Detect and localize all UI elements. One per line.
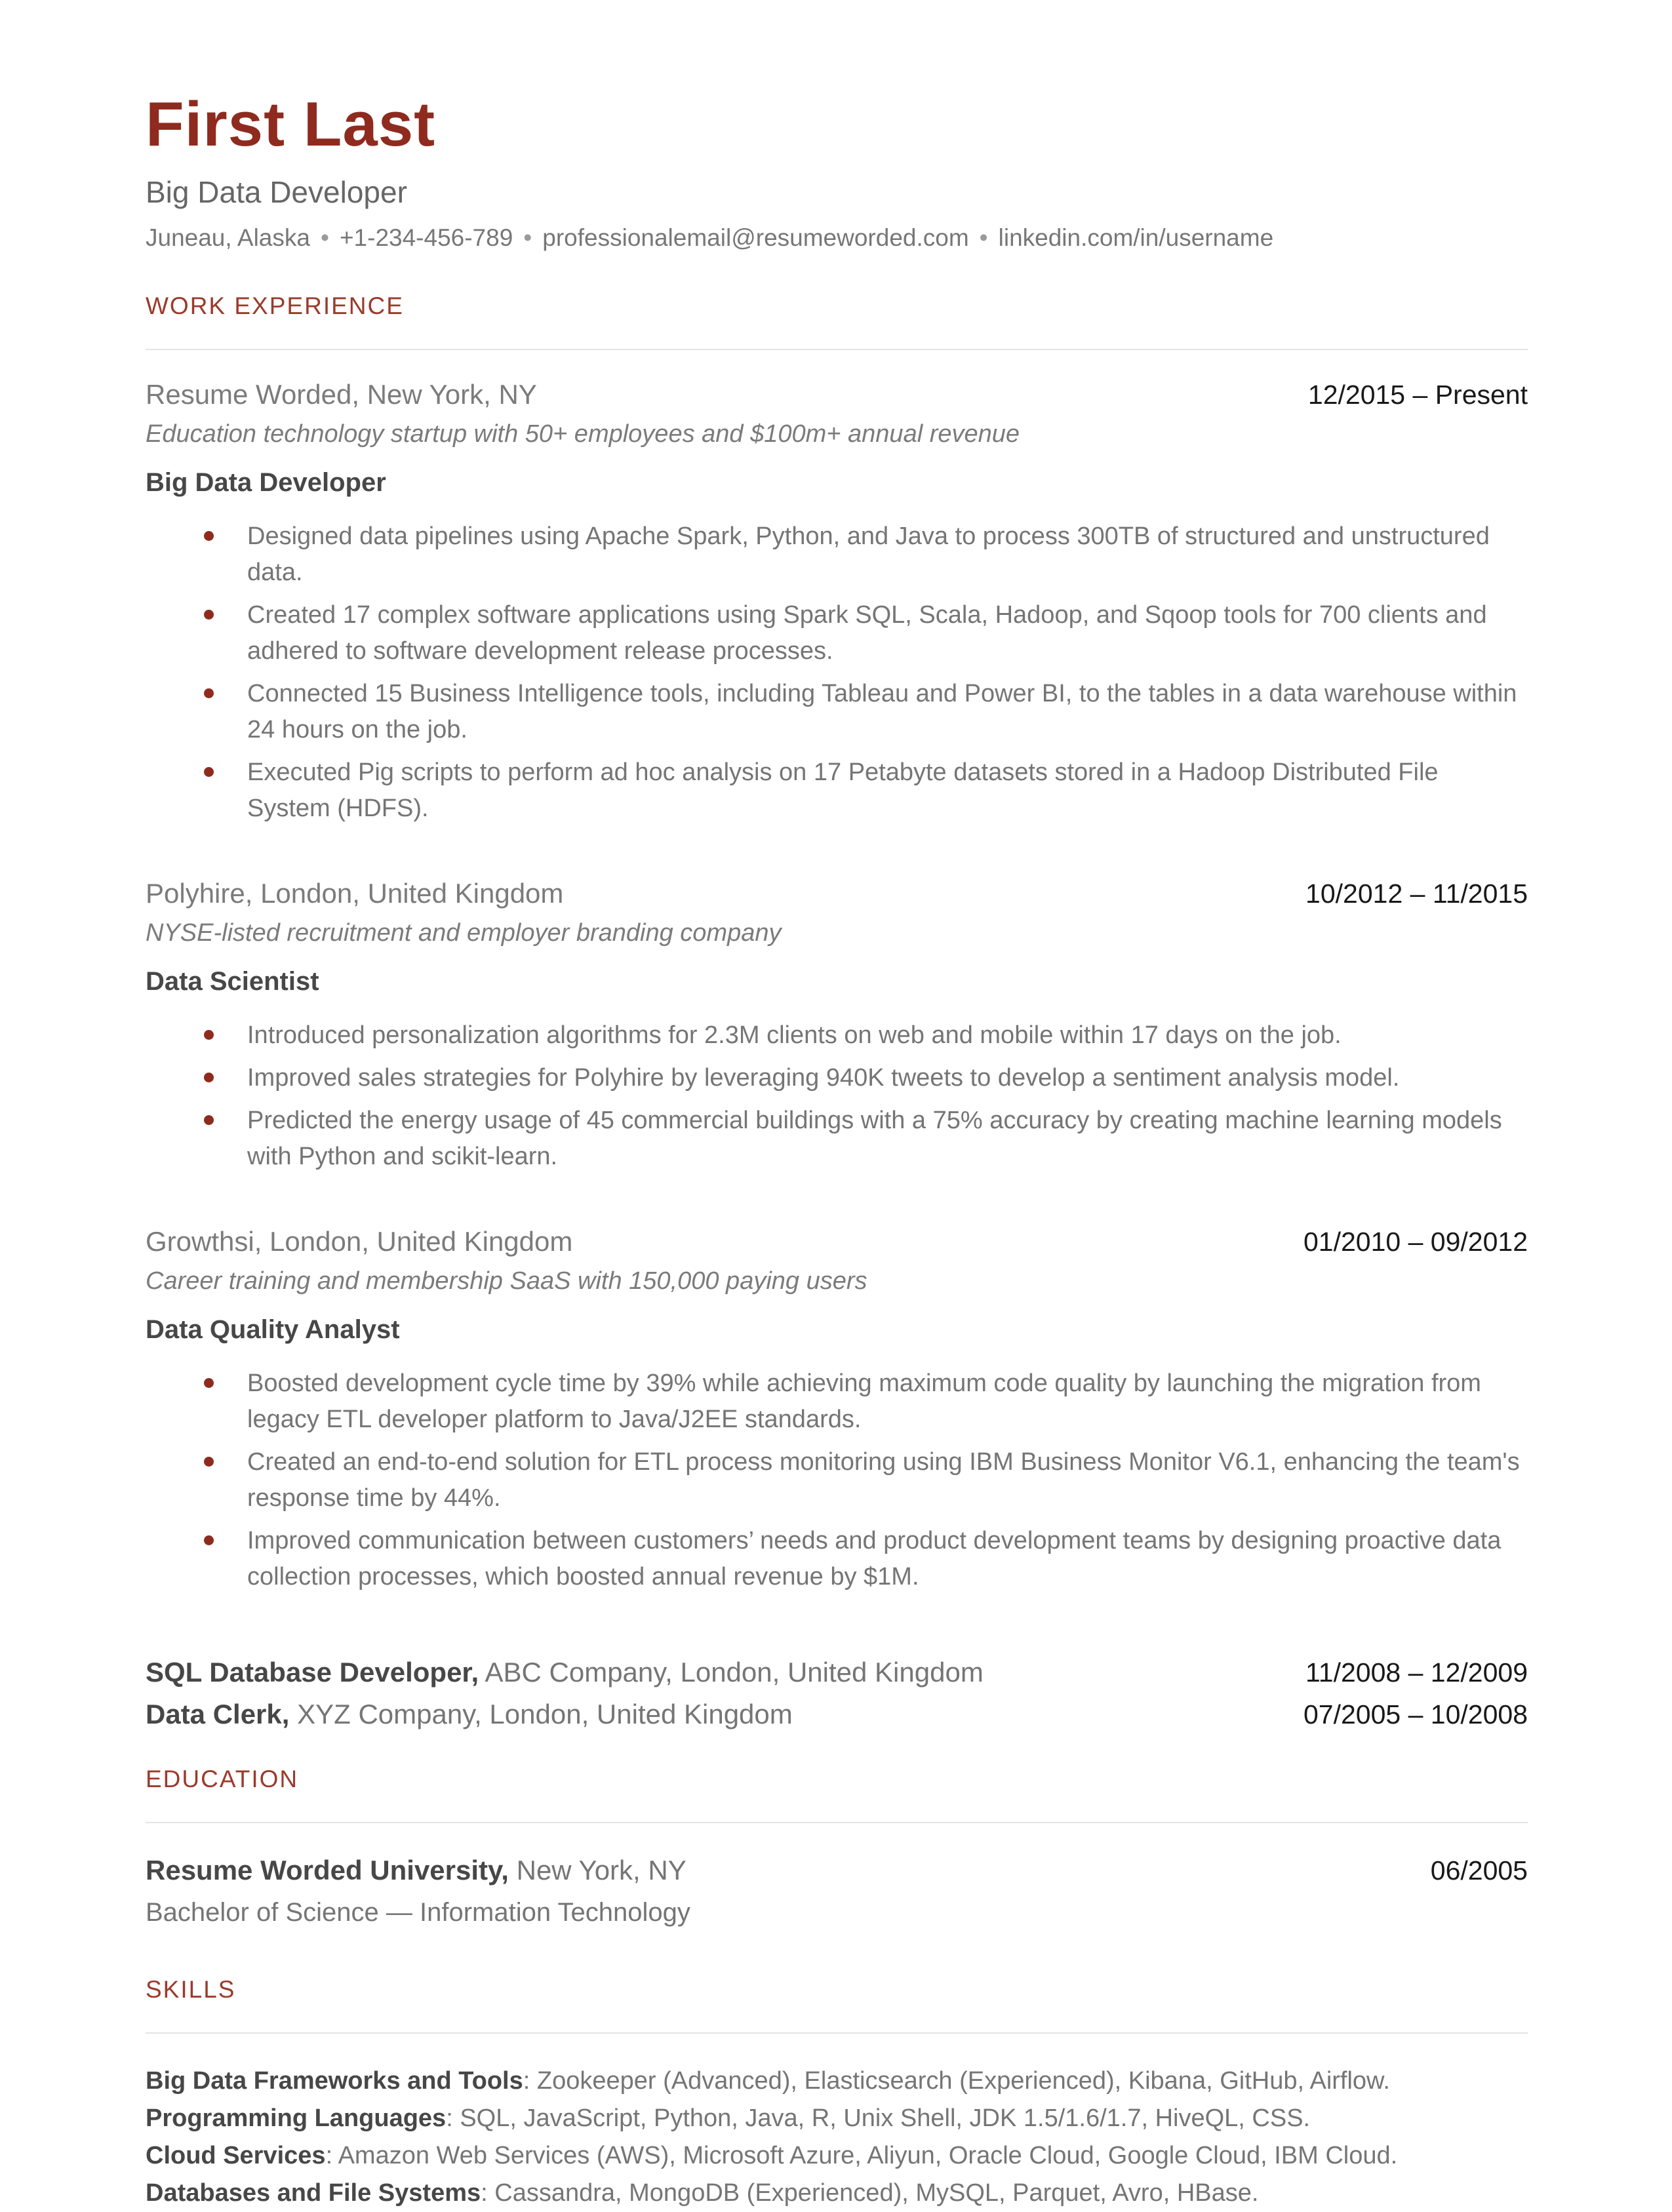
skills-label: Cloud Services [146, 2141, 326, 2169]
contact-separator: • [320, 224, 329, 251]
job-company-row [146, 379, 1528, 410]
job-title: Big Data Developer [146, 467, 386, 497]
other-role-company: XYZ Company, London, United Kingdom [297, 1698, 793, 1729]
bullet-item: Boosted development cycle time by 39% while achieving maximum code quality by launching the migration from legacy ETL developer platform to Java/J2EE standards. [247, 1366, 1528, 1438]
other-role-left [146, 1693, 793, 1735]
education-school-name: Resume Worded University, [146, 1854, 509, 1886]
skills-text: : Zookeeper (Advanced), Elasticsearch (Experienced), Kibana, GitHub, Airflow. [523, 2066, 1390, 2095]
bullet-item: Created 17 complex software applications using Spark SQL, Scala, Hadoop, and Sqoop tools for 700 clients and adhered to software development release processes. [247, 597, 1528, 669]
skills-line [146, 2100, 1528, 2137]
skills-label: Big Data Frameworks and Tools [146, 2066, 523, 2095]
contact-phone: +1-234-456-789 [339, 224, 513, 251]
contact-line [146, 224, 1528, 252]
job-block [146, 878, 1528, 1175]
job-company-row [146, 1226, 1528, 1257]
skills-text: : Amazon Web Services (AWS), Microsoft Azure, Aliyun, Oracle Cloud, Google Cloud, IBM Cloud. [325, 2141, 1398, 2169]
contact-location: Juneau, Alaska [146, 224, 310, 251]
section-rule [146, 349, 1528, 350]
job-company: Polyhire, London, United Kingdom [146, 877, 564, 909]
section-label-work-experience: WORK EXPERIENCE [146, 292, 404, 319]
education-dates: 06/2005 [1430, 1855, 1528, 1886]
job-description: Career training and membership SaaS with 150,000 paying users [146, 1267, 867, 1295]
person-job-title: Big Data Developer [146, 174, 407, 209]
bullet-item: Created an end-to-end solution for ETL process monitoring using IBM Business Monitor V6.1, enhancing the team's response time by 44%. [247, 1444, 1528, 1516]
job-bullet-list [146, 1017, 1528, 1175]
skills-label: Programming Languages [146, 2104, 447, 2132]
job-description: NYSE-listed recruitment and employer branding company [146, 918, 782, 947]
section-label-education: EDUCATION [146, 1765, 299, 1792]
bullet-item: Improved sales strategies for Polyhire by leveraging 940K tweets to develop a sentiment analysis model. [247, 1060, 1528, 1096]
job-company: Growthsi, London, United Kingdom [146, 1225, 573, 1257]
bullet-item: Designed data pipelines using Apache Spark, Python, and Java to process 300TB of structured and unstructured data. [247, 519, 1528, 591]
education-school [146, 1855, 687, 1886]
skills-line [146, 2137, 1528, 2175]
other-role-dates: 11/2008 – 12/2009 [1305, 1657, 1528, 1688]
job-block [146, 379, 1528, 827]
education-degree: Bachelor of Science — Information Technology [146, 1897, 690, 1927]
job-title: Data Scientist [146, 966, 319, 996]
job-dates: 01/2010 – 09/2012 [1304, 1226, 1528, 1257]
section-rule [146, 2032, 1528, 2034]
skills-line [146, 2063, 1528, 2100]
section-rule [146, 1822, 1528, 1823]
other-role-company: ABC Company, London, United Kingdom [485, 1656, 984, 1688]
other-role-title: Data Clerk, [146, 1698, 290, 1729]
other-roles [146, 1651, 1528, 1735]
other-role-left [146, 1651, 984, 1693]
job-dates: 12/2015 – Present [1307, 379, 1528, 410]
bullet-item: Predicted the energy usage of 45 commercial buildings with a 75% accuracy by creating machine learning models with Python and scikit-learn. [247, 1103, 1528, 1175]
job-description: Education technology startup with 50+ employees and $100m+ annual revenue [146, 420, 1020, 448]
other-role-row [146, 1693, 1528, 1735]
education-school-row [146, 1855, 1528, 1886]
skills-label: Databases and File Systems [146, 2179, 481, 2207]
job-company-row [146, 878, 1528, 909]
bullet-item: Executed Pig scripts to perform ad hoc analysis on 17 Petabyte datasets stored in a Hadoop Distributed File System (HDFS). [247, 755, 1528, 827]
contact-linkedin: linkedin.com/in/username [998, 224, 1274, 251]
job-company: Resume Worded, New York, NY [146, 378, 537, 410]
other-role-title: SQL Database Developer, [146, 1656, 479, 1688]
education-school-location: New York, NY [516, 1854, 687, 1886]
job-bullet-list [146, 1366, 1528, 1595]
job-bullet-list [146, 519, 1528, 827]
person-name: First Last [146, 89, 436, 159]
bullet-item: Improved communication between customers’ needs and product development teams by designing proactive data collection processes, which boosted annual revenue by $1M. [247, 1523, 1528, 1595]
job-title: Data Quality Analyst [146, 1314, 400, 1344]
skills-text: : Cassandra, MongoDB (Experienced), MySQL, Parquet, Avro, HBase. [481, 2179, 1259, 2207]
skills-text: : SQL, JavaScript, Python, Java, R, Unix Shell, JDK 1.5/1.6/1.7, HiveQL, CSS. [446, 2104, 1311, 2132]
contact-email: professionalemail@resumeworded.com [542, 224, 969, 251]
contact-separator: • [979, 224, 988, 251]
bullet-item: Connected 15 Business Intelligence tools, including Tableau and Power BI, to the tables in a data warehouse within 24 hours on the job. [247, 676, 1528, 748]
other-role-row [146, 1651, 1528, 1693]
job-dates: 10/2012 – 11/2015 [1305, 878, 1528, 909]
job-block [146, 1226, 1528, 1595]
skills-block [146, 2063, 1528, 2212]
bullet-item: Introduced personalization algorithms for 2.3M clients on web and mobile within 17 days on the job. [247, 1017, 1528, 1054]
skills-line [146, 2175, 1528, 2212]
section-label-skills: SKILLS [146, 1975, 236, 2003]
contact-separator: • [523, 224, 532, 251]
other-role-dates: 07/2005 – 10/2008 [1304, 1699, 1528, 1729]
